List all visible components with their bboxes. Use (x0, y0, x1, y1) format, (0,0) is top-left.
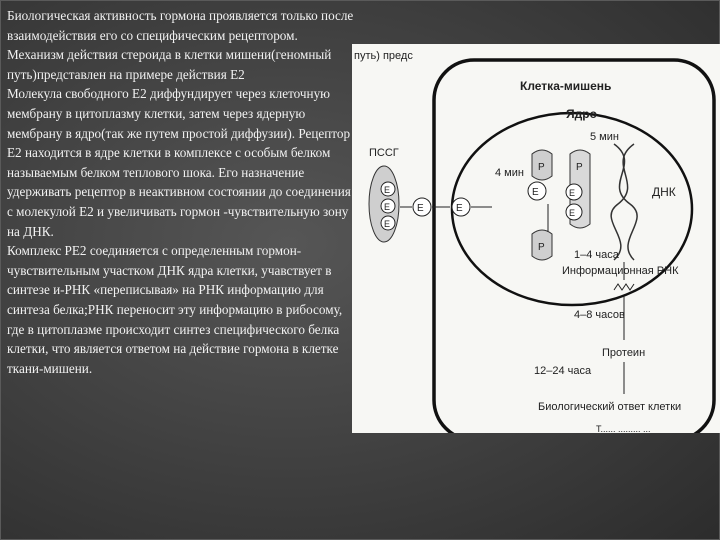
e2-label: E (384, 202, 391, 212)
mrna-label: Информационная РНК (562, 265, 679, 277)
nucleus-label: Ядро (566, 107, 597, 121)
e2-free-2 (452, 198, 470, 216)
figure-svg (352, 44, 720, 433)
steroid-action-figure (352, 44, 720, 433)
e2-bound-3 (381, 216, 395, 230)
pssg-label: ПССГ (369, 147, 399, 159)
cell-label: Клетка-мишень (520, 79, 612, 93)
response-label: Биологический ответ клетки (538, 401, 682, 413)
paragraph-3: Молекула свободного Е2 диффундирует через клеточную мембрану в цитоплазму клетки, затем через ядерную мембрану в ядро(так же путем простой диффузии). Рецептор Е2 находится в ядре клетки в комплексе с особым белком называемым белком теплового шока. Его назначение удерживать рецептор в неактивном состоянии до соединения с молекулой Е2 и увеличивать гормон -чувствительную зону на ДНК. (7, 86, 351, 239)
receptor-label: P (576, 162, 583, 173)
e2-label: E (456, 203, 463, 214)
e2-label: E (532, 187, 539, 198)
time-12-24h: 12–24 часа (534, 365, 592, 377)
paragraph-1: Биологическая активность гормона проявляется только после взаимодействия его со специфическим рецептором. (7, 8, 354, 43)
e2-label: E (384, 185, 391, 195)
protein-label: Протеин (602, 347, 646, 359)
time-4min: 4 мин (495, 167, 524, 179)
slide-text (7, 6, 355, 378)
time-1-4h: 1–4 часа (574, 249, 619, 261)
e2-label: E (569, 208, 576, 218)
paragraph-4: Комплекс РЕ2 соединяется с определенным гормон-чувствительным участком ДНК ядра клетки, учавствует в синтезе и-РНК «переписывая» на РНК информацию для синтеза белка;РНК переносит эту информацию в рибосому, где в цитоплазме происходит синтез специфического белка клетки, что является ответом на действие гормона в клетке ткани-мишени. (7, 243, 343, 376)
time-5min: 5 мин (590, 131, 619, 143)
e2-label: E (417, 203, 424, 214)
receptor-label: P (538, 162, 545, 173)
e2-bound-2 (381, 199, 395, 213)
e2-nucleus (528, 182, 546, 200)
figure-header-fragment: путь) предс (354, 50, 413, 62)
e2-label: E (569, 188, 576, 198)
dna-strand-1 (614, 144, 637, 260)
mrna-wave (614, 284, 634, 290)
e2-complex-2 (566, 204, 582, 220)
e2-complex-1 (566, 184, 582, 200)
paragraph-2: Механизм действия стероида в клетки мишени(геномный путь)представлен на примере действия Е2 (7, 47, 332, 82)
figure-footer-fragment: Т...... ......... ... (596, 424, 651, 433)
dna-strand-2 (611, 144, 634, 260)
e2-free-1 (413, 198, 431, 216)
e2-label: E (384, 219, 391, 229)
receptor-label: P (538, 242, 545, 253)
time-4-8h: 4–8 часов (574, 309, 625, 321)
dna-label: ДНК (652, 185, 676, 199)
e2-bound-1 (381, 182, 395, 196)
